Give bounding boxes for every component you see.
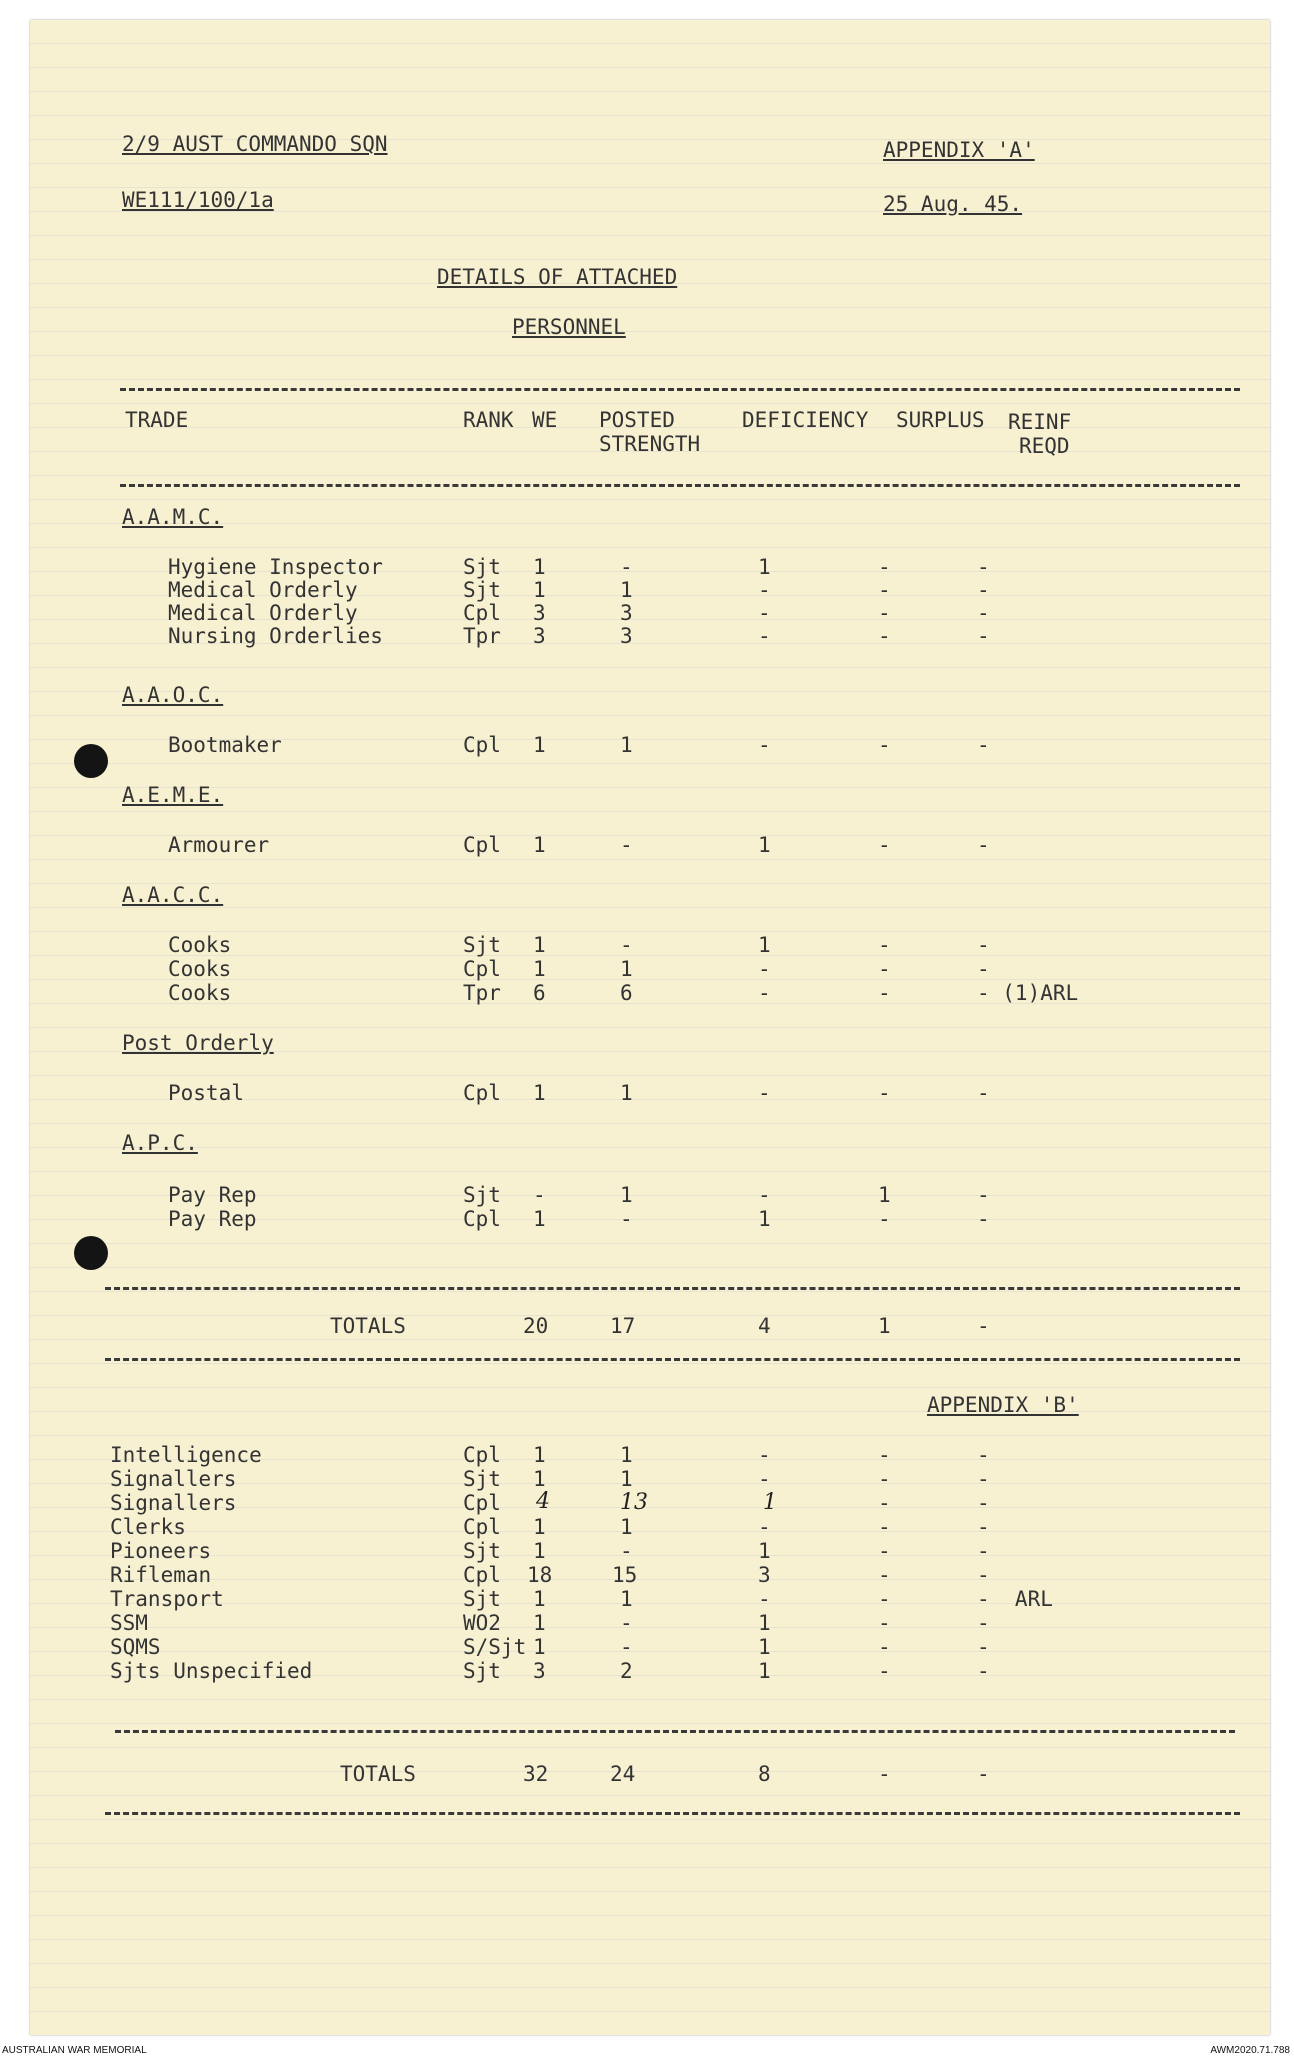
cell-surplus: - (878, 1467, 891, 1491)
totals-label: TOTALS (340, 1762, 416, 1786)
cell-deficiency: 1 (758, 833, 771, 857)
cell-trade: Cooks (168, 933, 232, 957)
cell-posted: 1 (620, 578, 633, 602)
cell-surplus: - (878, 1515, 891, 1539)
cell-deficiency: 1 (758, 933, 771, 957)
cell-reinf: - (977, 833, 990, 857)
totals-we: 20 (523, 1314, 549, 1338)
cell-reinf: - (977, 1539, 990, 1563)
cell-posted: - (620, 933, 633, 957)
cell-surplus: - (878, 1659, 891, 1683)
cell-rank: Tpr (463, 981, 501, 1005)
cell-trade: Bootmaker (168, 733, 282, 757)
col-rank: RANK (463, 408, 514, 432)
cell-reinf: - (977, 1635, 990, 1659)
totals-b-bottom-rule (105, 1812, 1240, 1815)
section-heading: A.P.C. (122, 1131, 198, 1155)
cell-posted: 1 (620, 1183, 633, 1207)
cell-posted: - (620, 1611, 633, 1635)
col-surplus: SURPLUS (896, 408, 985, 432)
cell-reinf: - (977, 1467, 990, 1491)
col-trade: TRADE (125, 408, 189, 432)
cell-posted: 6 (620, 981, 633, 1005)
totals-posted: 17 (610, 1314, 636, 1338)
cell-deficiency: 1 (758, 1207, 771, 1231)
cell-rank: Cpl (463, 833, 501, 857)
cell-trade: Armourer (168, 833, 270, 857)
cell-posted: 15 (612, 1563, 638, 1587)
section-heading: A.A.C.C. (122, 883, 224, 907)
cell-rank: Cpl (463, 1491, 501, 1515)
title-line-1: DETAILS OF ATTACHED (437, 265, 678, 289)
cell-rank: Sjt (463, 1183, 501, 1207)
cell-rank: Cpl (463, 957, 501, 981)
cell-we: 1 (533, 1635, 546, 1659)
cell-trade: Cooks (168, 981, 232, 1005)
cell-we: 1 (533, 833, 546, 857)
totals-a-bottom-rule (105, 1358, 1240, 1361)
cell-rank: Sjt (463, 1467, 501, 1491)
cell-deficiency: 1 (758, 1635, 771, 1659)
cell-reinf: - (977, 1207, 990, 1231)
cell-surplus: - (878, 624, 891, 648)
cell-we: - (533, 1183, 546, 1207)
totals-label: TOTALS (330, 1314, 406, 1338)
cell-trade: Medical Orderly (168, 601, 358, 625)
cell-deficiency: - (758, 1587, 771, 1611)
cell-surplus: - (878, 1207, 891, 1231)
cell-rank: S/Sjt (463, 1635, 527, 1659)
totals-we: 32 (523, 1762, 549, 1786)
cell-deficiency: - (758, 1515, 771, 1539)
cell-rank: Sjt (463, 933, 501, 957)
cell-posted: 1 (620, 1081, 633, 1105)
totals-posted: 24 (610, 1762, 636, 1786)
cell-trade: Signallers (110, 1467, 237, 1491)
col-posted-2: STRENGTH (599, 432, 701, 456)
cell-rank: Sjt (463, 555, 501, 579)
cell-reinf: - (977, 733, 990, 757)
cell-we: 1 (533, 957, 546, 981)
cell-surplus: - (878, 1611, 891, 1635)
punch-hole-bottom (74, 1236, 108, 1270)
cell-we: 1 (533, 1611, 546, 1635)
header-top-rule (120, 388, 1240, 391)
document-page (30, 20, 1270, 2035)
cell-deficiency: - (758, 957, 771, 981)
cell-reinf: - (977, 555, 990, 579)
reference-number: WE111/100/1a (122, 188, 274, 212)
cell-rank: Sjt (463, 578, 501, 602)
cell-trade: Cooks (168, 957, 232, 981)
cell-reinf: - (977, 624, 990, 648)
cell-posted: - (620, 1635, 633, 1659)
totals-reinf: - (977, 1762, 990, 1786)
cell-reinf: - (977, 957, 990, 981)
header-bottom-rule (120, 484, 1240, 487)
cell-trade: Rifleman (110, 1563, 212, 1587)
totals-surplus: - (878, 1762, 891, 1786)
cell-rank: Sjt (463, 1539, 501, 1563)
section-heading: Post Orderly (122, 1031, 274, 1055)
cell-surplus: 1 (878, 1183, 891, 1207)
cell-we: 3 (533, 1659, 546, 1683)
cell-we: 3 (533, 624, 546, 648)
section-heading: A.A.O.C. (122, 683, 224, 707)
appendix-b-label: APPENDIX 'B' (927, 1393, 1079, 1417)
cell-we: 1 (533, 555, 546, 579)
cell-deficiency: 1 (758, 1611, 771, 1635)
cell-rank: Tpr (463, 624, 501, 648)
cell-deficiency: - (758, 578, 771, 602)
cell-trade: Postal (168, 1081, 244, 1105)
cell-posted: - (620, 833, 633, 857)
totals-b-top-rule (115, 1730, 1235, 1733)
cell-trade: Transport (110, 1587, 224, 1611)
section-heading: A.A.M.C. (122, 505, 224, 529)
cell-surplus: - (878, 981, 891, 1005)
cell-we: 1 (533, 1539, 546, 1563)
cell-posted: 3 (620, 624, 633, 648)
cell-trade: SQMS (110, 1635, 161, 1659)
cell-rank: Cpl (463, 1207, 501, 1231)
cell-reinf: - (977, 1443, 990, 1467)
footer-right: AWM2020.71.788 (1210, 2045, 1290, 2056)
cell-reinf: - (977, 578, 990, 602)
punch-hole-top (74, 744, 108, 778)
cell-rank: Sjt (463, 1659, 501, 1683)
cell-surplus: - (878, 833, 891, 857)
cell-reinf: - ARL (977, 1587, 1053, 1611)
cell-reinf: - (977, 1563, 990, 1587)
cell-trade: Intelligence (110, 1443, 262, 1467)
totals-deficiency: 4 (758, 1314, 771, 1338)
cell-surplus: - (878, 1443, 891, 1467)
cell-we: 6 (533, 981, 546, 1005)
cell-surplus: - (878, 733, 891, 757)
cell-we: 1 (533, 1515, 546, 1539)
col-deficiency: DEFICIENCY (742, 408, 869, 432)
cell-deficiency-handwritten: 1 (763, 1490, 777, 1515)
cell-surplus: - (878, 1587, 891, 1611)
cell-deficiency: 3 (758, 1563, 771, 1587)
cell-deficiency: - (758, 624, 771, 648)
cell-trade: SSM (110, 1611, 148, 1635)
cell-we: 1 (533, 1467, 546, 1491)
cell-trade: Clerks (110, 1515, 186, 1539)
cell-deficiency: - (758, 1183, 771, 1207)
cell-deficiency: 1 (758, 555, 771, 579)
cell-deficiency: - (758, 1443, 771, 1467)
totals-a-top-rule (105, 1287, 1240, 1290)
cell-rank: Cpl (463, 601, 501, 625)
cell-we: 1 (533, 1207, 546, 1231)
cell-we: 18 (527, 1563, 553, 1587)
cell-we-handwritten: 4 (536, 1489, 550, 1514)
cell-deficiency: 1 (758, 1539, 771, 1563)
cell-surplus: - (878, 957, 891, 981)
cell-posted: 1 (620, 1467, 633, 1491)
cell-reinf: - (977, 1183, 990, 1207)
cell-deficiency: - (758, 1081, 771, 1105)
cell-surplus: - (878, 1081, 891, 1105)
col-reinf-1: REINF (1008, 410, 1072, 434)
cell-posted-handwritten: 13 (620, 1490, 648, 1515)
cell-posted: - (620, 1207, 633, 1231)
cell-posted: 2 (620, 1659, 633, 1683)
cell-we: 3 (533, 601, 546, 625)
cell-trade: Pioneers (110, 1539, 212, 1563)
totals-surplus: 1 (878, 1314, 891, 1338)
cell-trade: Signallers (110, 1491, 237, 1515)
cell-we: 1 (533, 1587, 546, 1611)
cell-posted: 1 (620, 957, 633, 981)
cell-reinf: - (977, 1611, 990, 1635)
col-posted-1: POSTED (599, 408, 675, 432)
cell-surplus: - (878, 578, 891, 602)
col-we: WE (532, 408, 558, 432)
cell-posted: - (620, 1539, 633, 1563)
cell-deficiency: - (758, 733, 771, 757)
cell-reinf: - (977, 1491, 990, 1515)
cell-surplus: - (878, 933, 891, 957)
cell-trade: Pay Rep (168, 1183, 257, 1207)
cell-deficiency: 1 (758, 1659, 771, 1683)
cell-rank: Cpl (463, 1081, 501, 1105)
cell-we: 1 (533, 733, 546, 757)
totals-reinf: - (977, 1314, 990, 1338)
section-heading: A.E.M.E. (122, 783, 224, 807)
cell-deficiency: - (758, 601, 771, 625)
cell-reinf: - (977, 1659, 990, 1683)
cell-deficiency: - (758, 1467, 771, 1491)
cell-deficiency: - (758, 981, 771, 1005)
cell-we: 1 (533, 578, 546, 602)
cell-reinf: - (977, 601, 990, 625)
cell-reinf: - (1)ARL (977, 981, 1079, 1005)
cell-we: 1 (533, 1081, 546, 1105)
cell-we: 1 (533, 933, 546, 957)
cell-trade: Nursing Orderlies (168, 624, 383, 648)
cell-posted: 1 (620, 733, 633, 757)
cell-posted: 1 (620, 1443, 633, 1467)
document-date: 25 Aug. 45. (883, 192, 1023, 216)
cell-rank: Sjt (463, 1587, 501, 1611)
cell-posted: 1 (620, 1515, 633, 1539)
cell-we: 1 (533, 1443, 546, 1467)
cell-reinf: - (977, 1081, 990, 1105)
cell-reinf: - (977, 1515, 990, 1539)
cell-posted: 3 (620, 601, 633, 625)
cell-rank: Cpl (463, 1443, 501, 1467)
cell-trade: Sjts Unspecified (110, 1659, 313, 1683)
cell-rank: Cpl (463, 1515, 501, 1539)
cell-surplus: - (878, 1563, 891, 1587)
cell-surplus: - (878, 601, 891, 625)
cell-surplus: - (878, 555, 891, 579)
cell-rank: WO2 (463, 1611, 501, 1635)
unit-name: 2/9 AUST COMMANDO SQN (122, 132, 388, 156)
cell-rank: Cpl (463, 1563, 501, 1587)
totals-deficiency: 8 (758, 1762, 771, 1786)
cell-surplus: - (878, 1539, 891, 1563)
title-line-2: PERSONNEL (512, 315, 626, 339)
appendix-a-label: APPENDIX 'A' (883, 138, 1035, 162)
cell-posted: 1 (620, 1587, 633, 1611)
cell-rank: Cpl (463, 733, 501, 757)
cell-trade: Hygiene Inspector (168, 555, 383, 579)
col-reinf-2: REQD (1019, 434, 1070, 458)
cell-surplus: - (878, 1491, 891, 1515)
cell-trade: Pay Rep (168, 1207, 257, 1231)
cell-reinf: - (977, 933, 990, 957)
cell-trade: Medical Orderly (168, 578, 358, 602)
cell-posted: - (620, 555, 633, 579)
footer-left: AUSTRALIAN WAR MEMORIAL (2, 2045, 147, 2056)
cell-surplus: - (878, 1635, 891, 1659)
